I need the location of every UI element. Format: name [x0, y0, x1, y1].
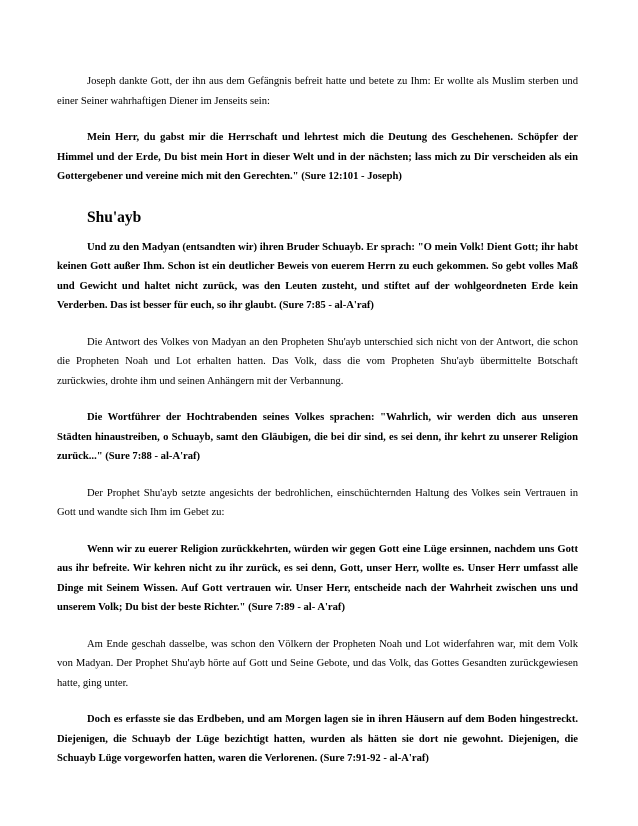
- section-heading-shuayb: Shu'ayb: [87, 208, 142, 226]
- quote-sure-7-88: Die Wortführer der Hochtrabenden seines Volkes sprachen: "Wahrlich, wir werden dich aus unseren Städten hinaustreiben, o Schuayb, samt den Gläubigen, die bei dir sind, es sei denn, ihr kehrt zu unserer Religion zurück..." (Sure 7:88 - al-A'raf): [57, 412, 578, 462]
- paragraph-fate-of-madyan: Am Ende geschah dasselbe, was schon den Völkern der Propheten Noah und Lot widerfahren war, mit dem Volk von Madyan. Der Prophet Shu'ayb hörte auf Gott und Seine Gebote, und das Volk, das Gottes Gesandten zurückgewiesen hatte, ging unter.: [57, 638, 578, 689]
- quote-sure-7-89: Wenn wir zu euerer Religion zurückkehrten, würden wir gegen Gott eine Lüge ersinnen, nachdem uns Gott aus ihr befreite. Wir kehren nicht zu ihr zurück, es sei denn, Gott, unser Herr, wollte es. Unser Herr umfasst alle Dinge mit Seinem Wissen. Auf Gott vertrauen wir. Unser Herr, entscheide nach der Wahrheit zwischen uns und unserem Volk; Du bist der beste Richter." (Sure 7:89 - al- A'raf): [57, 543, 578, 613]
- paragraph-joseph-prayer-intro: Joseph dankte Gott, der ihn aus dem Gefängnis befreit hatte und betete zu Ihm: Er wollte als Muslim sterben und einer Seiner wahrhaftigen Diener im Jenseits sein:: [57, 76, 578, 107]
- paragraph-madyan-answer: Die Antwort des Volkes von Madyan an den Propheten Shu'ayb unterschied sich nicht von der Antwort, die schon die Propheten Noah und Lot erhalten hatten. Das Volk, dass die vom Propheten Shu'ayb übermittelte Botschaft zurückwies, drohte ihm und seinen Anhängern mit der Verbannung.: [57, 336, 578, 387]
- quote-sure-12-101: Mein Herr, du gabst mir die Herrschaft und lehrtest mich die Deutung des Geschehenen. Schöpfer der Himmel und der Erde, Du bist mein Hort in dieser Welt und in der nächsten; lass mich zu Dir verscheiden als ein Gottergebener und vereine mich mit den Gerechten." (Sure 12:101 - Joseph): [57, 132, 578, 182]
- quote-sure-7-91-92: Doch es erfasste sie das Erdbeben, und am Morgen lagen sie in ihren Häusern auf dem Boden hingestreckt. Diejenigen, die Schuayb der Lüge bezichtigt hatten, wurden als hätten sie dort nie gewohnt. Diejenigen, die Schuayb Lüge vorgeworfen hatten, waren die Verlorenen. (Sure 7:91-92 - al-A'raf): [57, 714, 578, 764]
- paragraph-shuayb-trust: Der Prophet Shu'ayb setzte angesichts der bedrohlichen, einschüchternden Haltung des Volkes sein Vertrauen in Gott und wandte sich Ihm im Gebet zu:: [57, 487, 578, 518]
- quote-sure-7-85: Und zu den Madyan (entsandten wir) ihren Bruder Schuayb. Er sprach: "O mein Volk! Dient Gott; ihr habt keinen Gott außer Ihm. Schon ist ein deutlicher Beweis von euerem Herrn zu euch gekommen. So gebt volles Maß und Gewicht und haltet nicht zurück, was den Leuten zusteht, und stiftet auf der wohlgeordneten Erde kein Verderben. Das ist besser für euch, so ihr glaubt. (Sure 7:85 - al-A'raf): [57, 241, 578, 311]
